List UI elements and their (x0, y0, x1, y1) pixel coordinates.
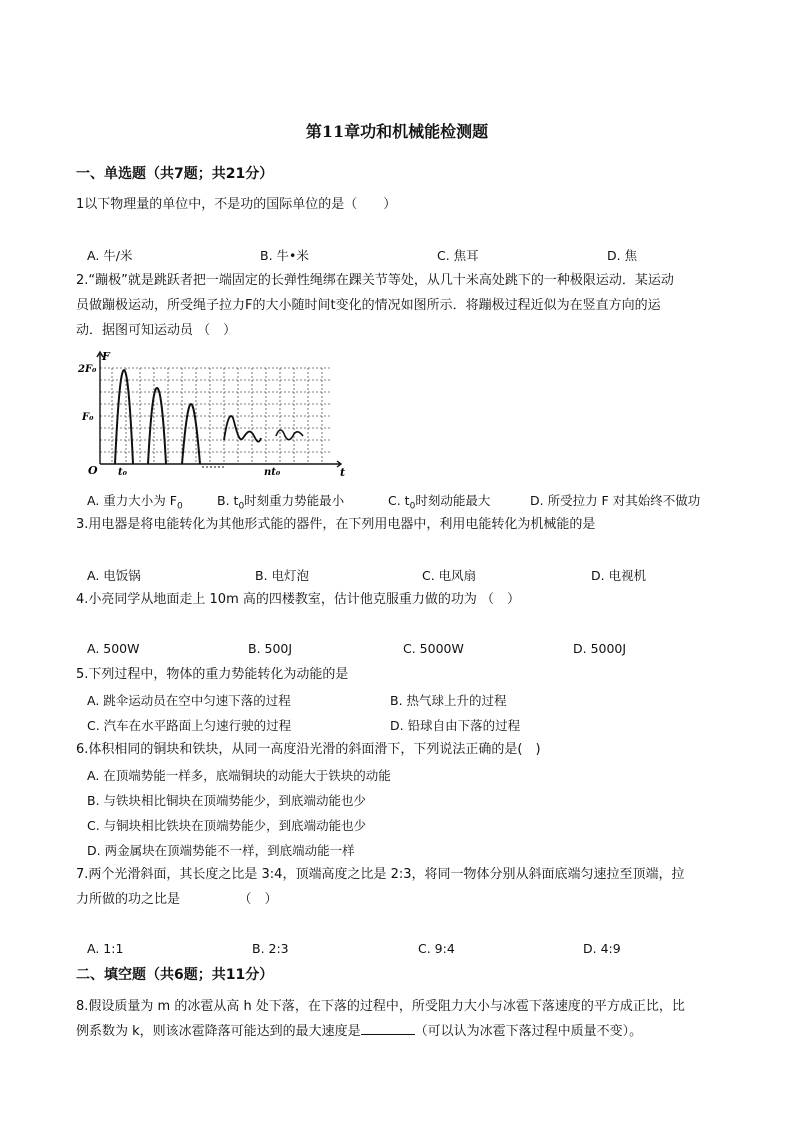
question-2-stem-line-1: 2.“蹦极”就是跳跃者把一端固定的长弹性绳绑在踝关节等处，从几十米高处跳下的一种极限运动．某运动 (76, 273, 674, 288)
graph-x-label: t (340, 466, 346, 478)
question-4-option-c: C. 5000W (403, 641, 464, 656)
question-8-line-2: 例系数为 k，则该冰雹降落可能达到的最大速度是 （可以认为冰雹下落过程中质量不变）。 (76, 1024, 643, 1039)
force-time-graph (78, 348, 346, 478)
question-7-stem-line-1: 7.两个光滑斜面，其长度之比是 3:4，顶端高度之比是 2:3，将同一物体分别从斜面底端匀速拉至顶端，拉 (76, 867, 685, 882)
question-8-line-1: 8.假设质量为 m 的冰雹从高 h 处下落，在下落的过程中，所受阻力大小与冰雹下落速度的平方成正比，比 (76, 999, 685, 1014)
question-3-option-b: B. 电灯泡 (255, 568, 310, 583)
question-6-stem: 6.体积相同的铜块和铁块，从同一高度沿光滑的斜面滑下，下列说法正确的是( ) (76, 742, 541, 757)
question-7-option-b: B. 2:3 (252, 941, 289, 956)
graph-curve-oscillation-2 (276, 430, 303, 440)
graph-curve-peak-3 (182, 404, 200, 464)
question-6-option-b: B. 与铁块相比铜块在顶端势能少，到底端动能也少 (87, 793, 367, 808)
page-title: 第11章功和机械能检测题 (305, 122, 489, 141)
question-5-option-a: A. 跳伞运动员在空中匀速下落的过程 (87, 693, 291, 708)
question-6-option-d: D. 两金属块在顶端势能不一样，到底端动能一样 (87, 843, 355, 858)
question-6-option-c: C. 与铜块相比铁块在顶端势能少，到底端动能也少 (87, 818, 367, 833)
question-2-stem-line-2: 员做蹦极运动，所受绳子拉力F的大小随时间t变化的情况如图所示．将蹦极过程近似为在竖直方向的运 (76, 298, 661, 313)
question-3-option-c: C. 电风扇 (422, 568, 477, 583)
question-1-option-b: B. 牛•米 (260, 248, 309, 263)
question-5-option-d: D. 铅球自由下落的过程 (390, 718, 521, 733)
question-5-option-c: C. 汽车在水平路面上匀速行驶的过程 (87, 718, 292, 733)
question-4-option-a: A. 500W (87, 641, 140, 656)
graph-y-tick-2f0: 2F₀ (78, 364, 97, 375)
question-4-stem: 4.小亮同学从地面走上 10m 高的四楼教室，估计他克服重力做的功为 （ ） (76, 592, 521, 607)
question-2-option-c: C. $t_0$时刻动能最大 (388, 493, 491, 512)
question-2-option-b: B. $t_0$时刻重力势能最小 (217, 493, 345, 512)
graph-y-label: F (102, 350, 110, 363)
graph-curve-peak-2 (148, 388, 166, 464)
question-7-stem-line-2: 力所做的功之比是 （ ） (76, 892, 278, 907)
section-heading-fill-blank: 二、填空题（共6题；共11分） (76, 967, 274, 983)
graph-x-tick-nt0: nt₀ (264, 467, 281, 478)
question-4-option-d: D. 5000J (573, 641, 627, 656)
graph-curve-peak-1 (115, 370, 133, 464)
question-3-option-d: D. 电视机 (591, 568, 647, 583)
graph-x-tick-t0: t₀ (118, 467, 127, 478)
question-3-option-a: A. 电饭锅 (87, 568, 141, 583)
question-7-option-a: A. 1:1 (87, 941, 124, 956)
graph-y-tick-f0: F₀ (82, 412, 94, 423)
question-1-option-c: C. 焦耳 (437, 248, 479, 263)
graph-origin-label: O (88, 464, 98, 477)
graph-grid (100, 368, 330, 464)
question-1-option-d: D. 焦 (607, 248, 638, 263)
question-2-option-d: D. 所受拉力 F 对其始终不做功 (530, 493, 701, 508)
question-2-stem-line-3: 动．据图可知运动员 （ ） (76, 323, 237, 338)
question-5-option-b: B. 热气球上升的过程 (390, 693, 507, 708)
answer-blank (361, 1023, 415, 1035)
question-1-option-a: A. 牛/米 (87, 248, 133, 263)
question-5-stem: 5.下列过程中，物体的重力势能转化为动能的是 (76, 667, 349, 682)
section-heading-single-choice: 一、单选题（共7题；共21分） (76, 166, 274, 182)
question-2-option-a: A. 重力大小为 $F_0$ (87, 493, 183, 512)
question-6-option-a: A. 在顶端势能一样多，底端铜块的动能大于铁块的动能 (87, 768, 391, 783)
question-7-option-d: D. 4:9 (583, 941, 621, 956)
graph-curve-oscillation-1 (224, 416, 261, 442)
question-1-stem: 1以下物理量的单位中，不是功的国际单位的是（ ） (76, 197, 397, 212)
question-7-option-c: C. 9:4 (418, 941, 455, 956)
question-3-stem: 3.用电器是将电能转化为其他形式能的器件，在下列用电器中，利用电能转化为机械能的是 (76, 517, 596, 532)
question-4-option-b: B. 500J (248, 641, 293, 656)
